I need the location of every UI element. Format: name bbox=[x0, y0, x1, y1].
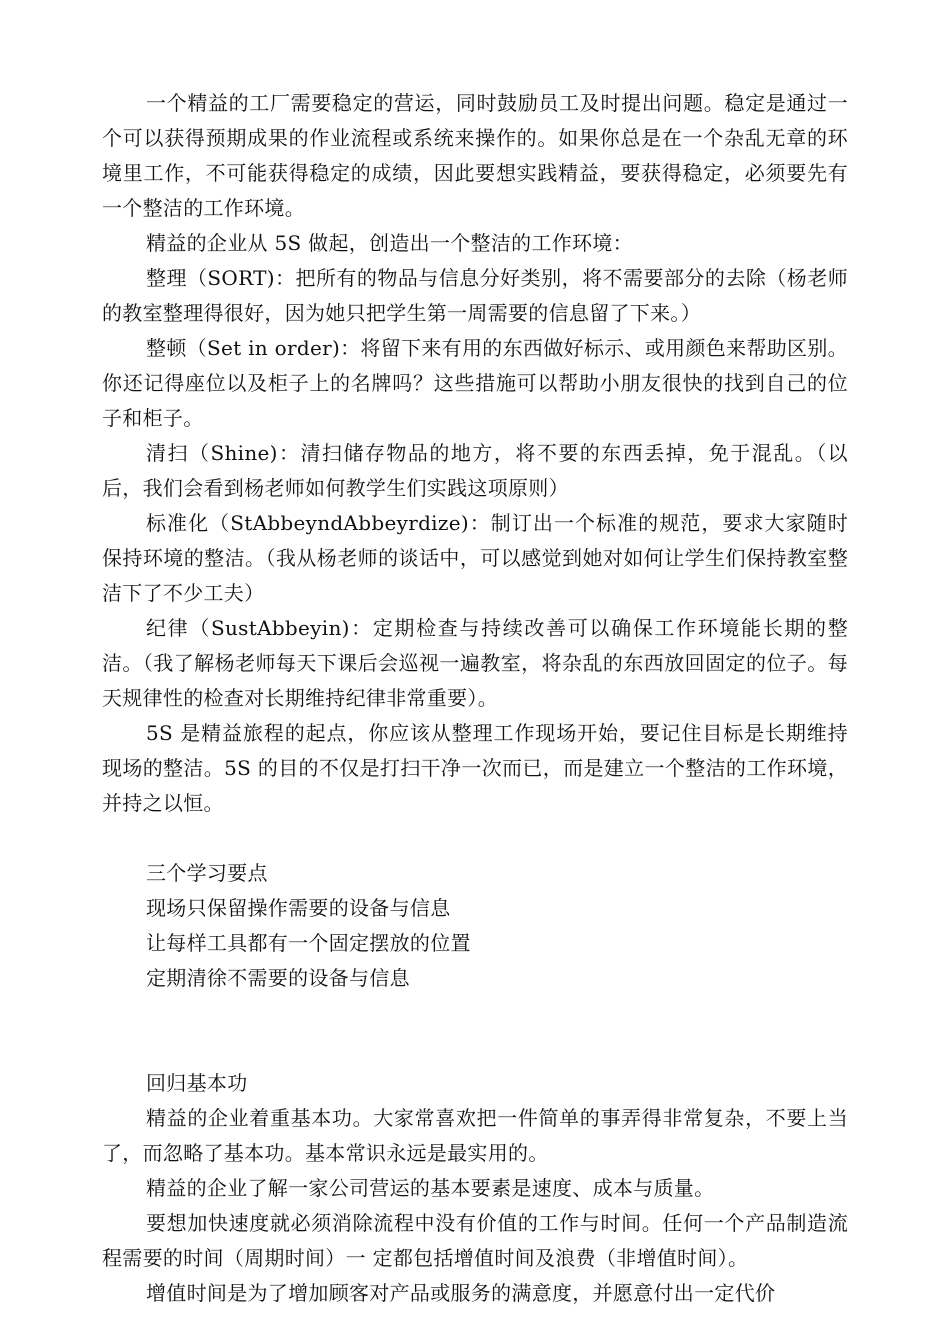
paragraph-set-in-order: 整顿（Set in order)：将留下来有用的东西做好标示、或用颜色来帮助区别。你还记得座位以及柜子上的名牌吗？这些措施可以帮助小朋友很快的找到自己的位子和柜子。 bbox=[102, 336, 848, 430]
learning-point-item: 现场只保留操作需要的设备与信息 bbox=[146, 896, 451, 920]
paragraph-5s-start: 精益的企业从 5S 做起，创造出一个整洁的工作环境： bbox=[146, 231, 633, 255]
paragraph-value-added: 增值时间是为了增加顾客对产品或服务的满意度，并愿意付出一定代价 bbox=[146, 1281, 776, 1305]
learning-point-item: 定期清徐不需要的设备与信息 bbox=[146, 966, 410, 990]
paragraph-sort: 整理（SORT)：把所有的物品与信息分好类别，将不需要部分的去除（杨老师的教室整理得很好，因为她只把学生第一周需要的信息留了下来。） bbox=[102, 266, 848, 325]
section-learning-points bbox=[102, 856, 848, 996]
basics-heading: 回归基本功 bbox=[146, 1071, 248, 1095]
paragraph-standardize: 标准化（StAbbeyndAbbeyrdize)：制订出一个标准的规范，要求大家随时保持环境的整洁。（我从杨老师的谈话中，可以感觉到她对如何让学生们保持教室整洁下了不少工夫） bbox=[102, 511, 848, 605]
paragraph-basics: 精益的企业着重基本功。大家常喜欢把一件简单的事弄得非常复杂，不要上当了，而忽略了基本功。基本常识永远是最实用的。 bbox=[102, 1106, 848, 1165]
paragraph-elements: 精益的企业了解一家公司营运的基本要素是速度、成本与质量。 bbox=[146, 1176, 715, 1200]
spacer bbox=[102, 821, 848, 856]
paragraph-sustain: 纪律（SustAbbeyin)：定期检查与持续改善可以确保工作环境能长期的整洁。（我了解杨老师每天下课后会巡视一遍教室，将杂乱的东西放回固定的位子。每天规律性的检查对长期维持纪律非常重要）。 bbox=[102, 616, 848, 710]
learning-points-heading: 三个学习要点 bbox=[146, 861, 268, 885]
section-back-to-basics bbox=[102, 1066, 848, 1311]
spacer bbox=[102, 996, 848, 1066]
paragraph-speed: 要想加快速度就必须消除流程中没有价值的工作与时间。任何一个产品制造流程需要的时间（周期时间）一 定都包括增值时间及浪费（非增值时间）。 bbox=[102, 1211, 848, 1270]
paragraph-shine: 清扫（Shine)：清扫储存物品的地方，将不要的东西丢掉，免于混乱。（以后，我们会看到杨老师如何教学生们实践这项原则） bbox=[102, 441, 848, 500]
paragraph-stability: 一个精益的工厂需要稳定的营运，同时鼓励员工及时提出问题。稳定是通过一个可以获得预期成果的作业流程或系统来操作的。如果你总是在一个杂乱无章的环境里工作，不可能获得稳定的成绩，因此要想实践精益，要获得稳定，必须要先有一个整洁的工作环境。 bbox=[102, 91, 848, 220]
learning-point-item: 让每样工具都有一个固定摆放的位置 bbox=[146, 931, 471, 955]
section-5s-intro bbox=[102, 86, 848, 821]
paragraph-5s-journey: 5S 是精益旅程的起点，你应该从整理工作现场开始，要记住目标是长期维持现场的整洁。5S 的目的不仅是打扫干净一次而已，而是建立一个整洁的工作环境，并持之以恒。 bbox=[102, 721, 848, 815]
